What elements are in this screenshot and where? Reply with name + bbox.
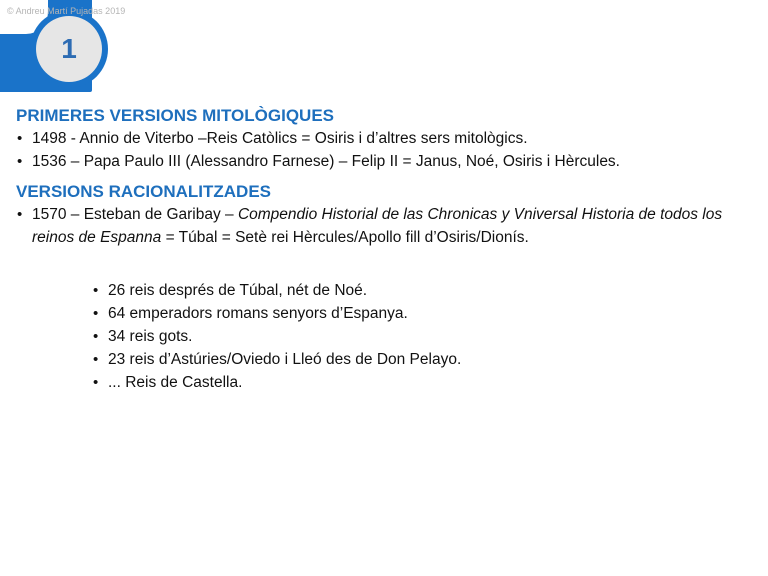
list-item: • ... Reis de Castella. bbox=[93, 371, 461, 394]
list-item: • 26 reis després de Túbal, nét de Noé. bbox=[93, 279, 461, 302]
slide-number: 1 bbox=[61, 33, 77, 64]
kings-sublist bbox=[93, 279, 461, 394]
list-item: • 23 reis d’Astúries/Oviedo i Lleó des de Don Pelayo. bbox=[93, 348, 461, 371]
slide-number-badge bbox=[36, 16, 102, 82]
mythological-list bbox=[16, 127, 756, 173]
copyright-text: © Andreu Martí Pujadas 2019 bbox=[7, 6, 126, 16]
item-prefix: 1570 – Esteban de Garibay – bbox=[32, 206, 238, 223]
slide-content bbox=[16, 105, 756, 257]
item-suffix: = Túbal = Setè rei Hèrcules/Apollo fill d’Osiris/Dionís. bbox=[161, 229, 529, 246]
list-item: • 64 emperadors romans senyors d’Espanya. bbox=[93, 302, 461, 325]
list-item: • 1498 - Annio de Viterbo –Reis Catòlics = Osiris i d’altres sers mitològics. bbox=[16, 127, 756, 150]
book-title: Compendio Historial de las Chronicas y Vniversal Historia de todos los reinos de Espanna bbox=[32, 206, 723, 246]
rationalized-list bbox=[16, 203, 756, 249]
section-title-rationalized: VERSIONS RACIONALITZADES bbox=[16, 182, 272, 201]
list-item: • 1536 – Papa Paulo III (Alessandro Farnese) – Felip II = Janus, Noé, Osiris i Hèrcules. bbox=[16, 150, 756, 173]
list-item bbox=[16, 203, 756, 249]
list-item: • 34 reis gots. bbox=[93, 325, 461, 348]
section-title-mythological: PRIMERES VERSIONS MITOLÒGIQUES bbox=[16, 106, 335, 125]
